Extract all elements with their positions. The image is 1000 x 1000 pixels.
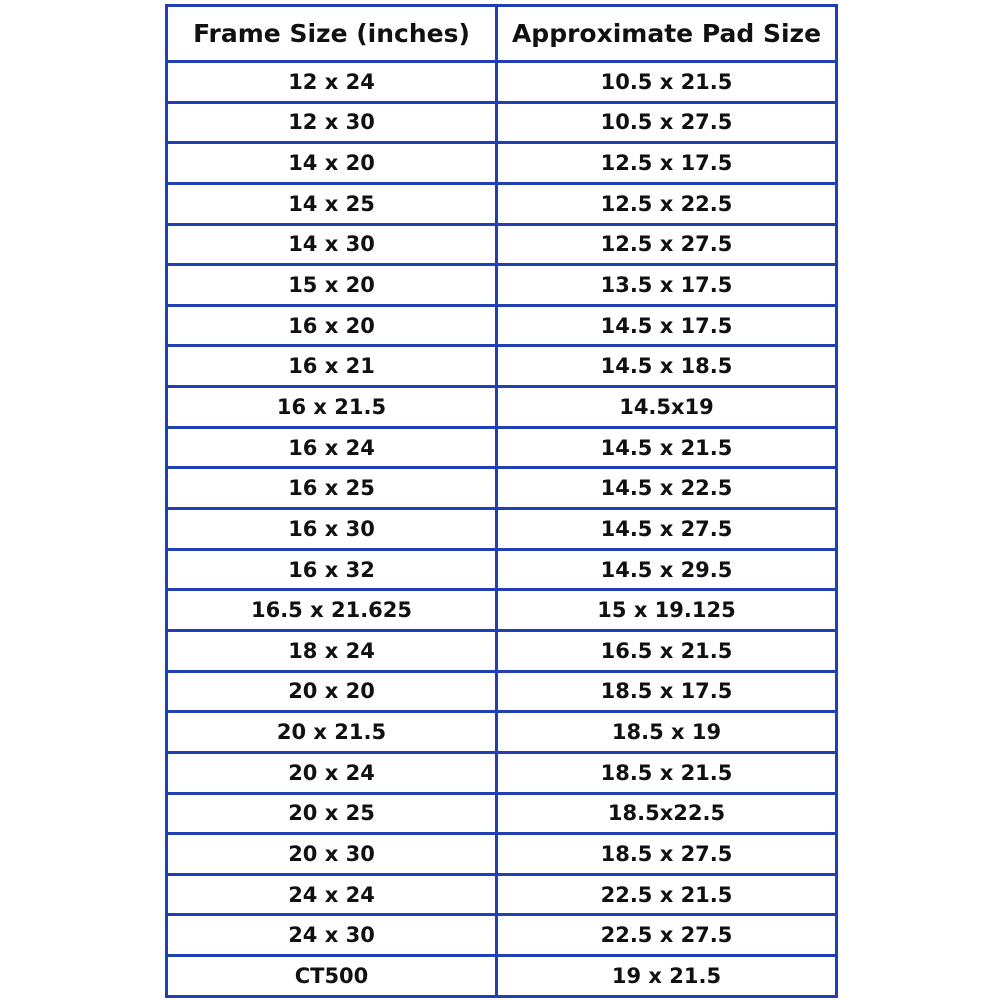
pad-size-cell: 12.5 x 22.5 [497,183,837,224]
table-row [167,874,837,915]
table-row [167,834,837,875]
pad-size-cell: 14.5 x 18.5 [497,346,837,387]
table-row [167,915,837,956]
frame-size-cell: 16 x 21.5 [167,387,497,428]
pad-size-cell: 14.5x19 [497,387,837,428]
frame-size-cell: 20 x 21.5 [167,712,497,753]
pad-size-cell: 10.5 x 27.5 [497,102,837,143]
frame-size-cell: 16 x 25 [167,468,497,509]
pad-size-cell: 22.5 x 21.5 [497,874,837,915]
pad-size-cell: 19 x 21.5 [497,956,837,997]
frame-size-cell: 18 x 24 [167,630,497,671]
frame-size-cell: 24 x 24 [167,874,497,915]
table-row [167,427,837,468]
pad-size-cell: 14.5 x 22.5 [497,468,837,509]
pad-size-cell: 12.5 x 27.5 [497,224,837,265]
frame-pad-size-table [165,4,838,998]
table-row [167,346,837,387]
table-row [167,752,837,793]
pad-size-cell: 15 x 19.125 [497,590,837,631]
frame-size-cell: CT500 [167,956,497,997]
frame-size-cell: 12 x 24 [167,62,497,103]
frame-size-cell: 14 x 30 [167,224,497,265]
table-row [167,468,837,509]
frame-size-cell: 20 x 24 [167,752,497,793]
frame-size-cell: 14 x 20 [167,143,497,184]
pad-size-cell: 14.5 x 27.5 [497,509,837,550]
table-row [167,671,837,712]
frame-size-cell: 24 x 30 [167,915,497,956]
frame-size-cell: 15 x 20 [167,265,497,306]
table-row [167,183,837,224]
table-row [167,387,837,428]
table-row [167,265,837,306]
pad-size-cell: 12.5 x 17.5 [497,143,837,184]
table-header-row [167,6,837,62]
pad-size-cell: 18.5 x 27.5 [497,834,837,875]
frame-size-cell: 16 x 20 [167,305,497,346]
header-frame-size: Frame Size (inches) [167,6,497,62]
table-row [167,956,837,997]
header-pad-size: Approximate Pad Size [497,6,837,62]
pad-size-cell: 16.5 x 21.5 [497,630,837,671]
frame-size-cell: 20 x 20 [167,671,497,712]
frame-size-cell: 20 x 25 [167,793,497,834]
frame-size-cell: 14 x 25 [167,183,497,224]
pad-size-cell: 18.5 x 17.5 [497,671,837,712]
table-row [167,549,837,590]
table-row [167,62,837,103]
frame-size-cell: 16 x 30 [167,509,497,550]
table-row [167,305,837,346]
frame-size-cell: 16 x 21 [167,346,497,387]
pad-size-cell: 14.5 x 29.5 [497,549,837,590]
table-row [167,143,837,184]
pad-size-cell: 18.5 x 19 [497,712,837,753]
table-row [167,793,837,834]
pad-size-cell: 13.5 x 17.5 [497,265,837,306]
size-table-container [165,4,835,998]
pad-size-cell: 22.5 x 27.5 [497,915,837,956]
table-row [167,590,837,631]
table-row [167,509,837,550]
pad-size-cell: 18.5 x 21.5 [497,752,837,793]
pad-size-cell: 18.5x22.5 [497,793,837,834]
frame-size-cell: 20 x 30 [167,834,497,875]
frame-size-cell: 12 x 30 [167,102,497,143]
frame-size-cell: 16 x 32 [167,549,497,590]
table-row [167,630,837,671]
pad-size-cell: 10.5 x 21.5 [497,62,837,103]
frame-size-cell: 16 x 24 [167,427,497,468]
pad-size-cell: 14.5 x 21.5 [497,427,837,468]
frame-size-cell: 16.5 x 21.625 [167,590,497,631]
table-row [167,224,837,265]
pad-size-cell: 14.5 x 17.5 [497,305,837,346]
table-row [167,712,837,753]
table-row [167,102,837,143]
